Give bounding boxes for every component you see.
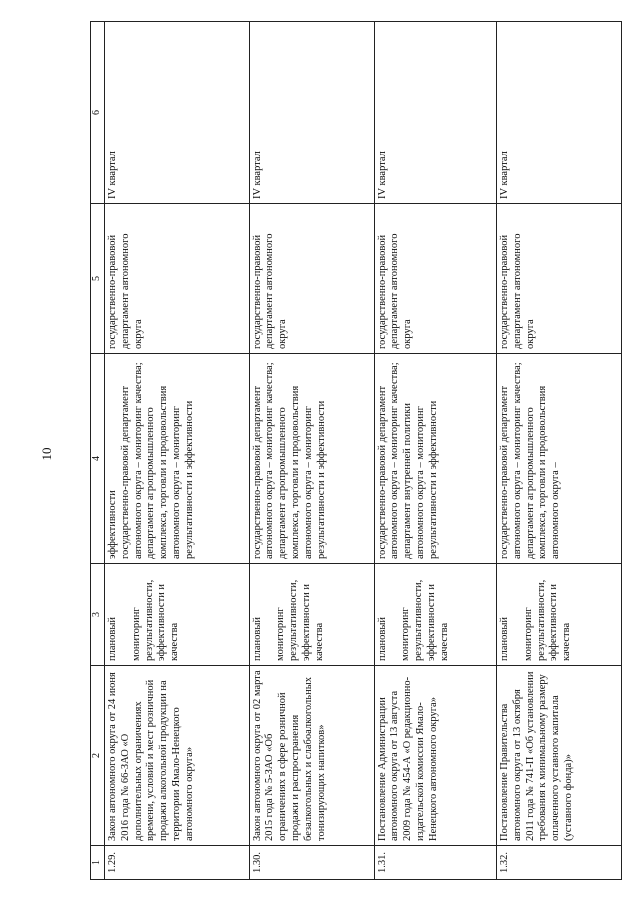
executor: государственно-правовой департамент автономного округа (374, 204, 496, 354)
responsible-cell (249, 354, 374, 564)
column-number: 4 (91, 354, 105, 564)
act-name: Закон автономного округа от 02 марта 2015 года № 5-ЗАО «Об ограничениях в сфере розничной продажи и распространения безалкогольных и слабоалкогольных тонизирующих напитков» (249, 666, 374, 846)
responsible-text: государственно-правовой департамент автономного округа – мониторинг качества; департамент внутренней политики автономного округа – мониторинг результативности и эффективности (376, 362, 439, 559)
responsible-text: государственно-правовой департамент автономного округа – мониторинг качества; департамент агропромышленного комплекса, торговли и продовольствия автономного округа – (498, 362, 562, 559)
row-number: 1.32. (496, 846, 621, 880)
period: IV квартал (105, 22, 250, 204)
column-number: 1 (91, 846, 105, 880)
table-row (249, 22, 374, 880)
column-number: 6 (91, 22, 105, 204)
monitoring-cell (105, 564, 250, 666)
monitoring-kind: мониторинг результативности, эффективности и качества (130, 579, 181, 661)
column-number: 3 (91, 564, 105, 666)
row-number: 1.31. (374, 846, 496, 880)
monitoring-cell (249, 564, 374, 666)
monitoring-kind: мониторинг результативности, эффективности и качества (522, 579, 573, 661)
table-row (105, 22, 250, 880)
act-name: Постановление Правительства автономного округа от 13 октября 2011 года № 741-П «Об установлении требования к минимальному размеру оплаченного уставного капитала (уставного фонда)» (496, 666, 621, 846)
plan-table (90, 21, 622, 880)
carried-over-text: эффективности (107, 490, 118, 559)
monitoring-cell (496, 564, 621, 666)
monitoring-kind: мониторинг результативности, эффективности и качества (275, 579, 325, 661)
monitoring-type: плановый (376, 616, 388, 661)
executor: государственно-правовой департамент автономного округа (249, 204, 374, 354)
period: IV квартал (249, 22, 374, 204)
period: IV квартал (374, 22, 496, 204)
responsible-cell (496, 354, 621, 564)
monitoring-type: плановый (498, 616, 510, 661)
act-name: Закон автономного округа от 24 июня 2016 года № 66-ЗАО «О дополнительных ограничениях времени, условий и мест розничной продажи алкогольной продукции на территории Ямало-Ненецкого автономного округа» (105, 666, 250, 846)
column-number-row (91, 22, 105, 880)
rotated-table-area (90, 22, 622, 880)
row-number: 1.30. (249, 846, 374, 880)
executor: государственно-правовой департамент автономного округа (496, 204, 621, 354)
act-name: Постановление Администрации автономного округа от 13 августа 2009 года № 454-А «О редакционно-издательской комиссии Ямало-Ненецкого автономного округа» (374, 666, 496, 846)
executor: государственно-правовой департамент автономного округа (105, 204, 250, 354)
monitoring-type: плановый (251, 616, 263, 661)
monitoring-cell (374, 564, 496, 666)
table-row (374, 22, 496, 880)
column-number: 5 (91, 204, 105, 354)
responsible-text: государственно-правовой департамент автономного округа – мониторинг качества; департамент агропромышленного комплекса, торговли и продовольствия автономного округа – мониторинг результативности и эффективности (119, 362, 195, 559)
column-number: 2 (91, 666, 105, 846)
monitoring-type: плановый (107, 616, 118, 661)
responsible-cell (105, 354, 250, 564)
row-number: 1.29. (105, 846, 250, 880)
responsible-cell (374, 354, 496, 564)
page-number: 10 (39, 447, 54, 461)
period: IV квартал (496, 22, 621, 204)
monitoring-kind: мониторинг результативности, эффективности и качества (400, 579, 450, 661)
responsible-text: государственно-правовой департамент автономного округа – мониторинг качества; департамент агропромышленного комплекса, торговли и продовольствия автономного округа – мониторинг результативности и эффективности (251, 362, 327, 559)
table-row (496, 22, 621, 880)
